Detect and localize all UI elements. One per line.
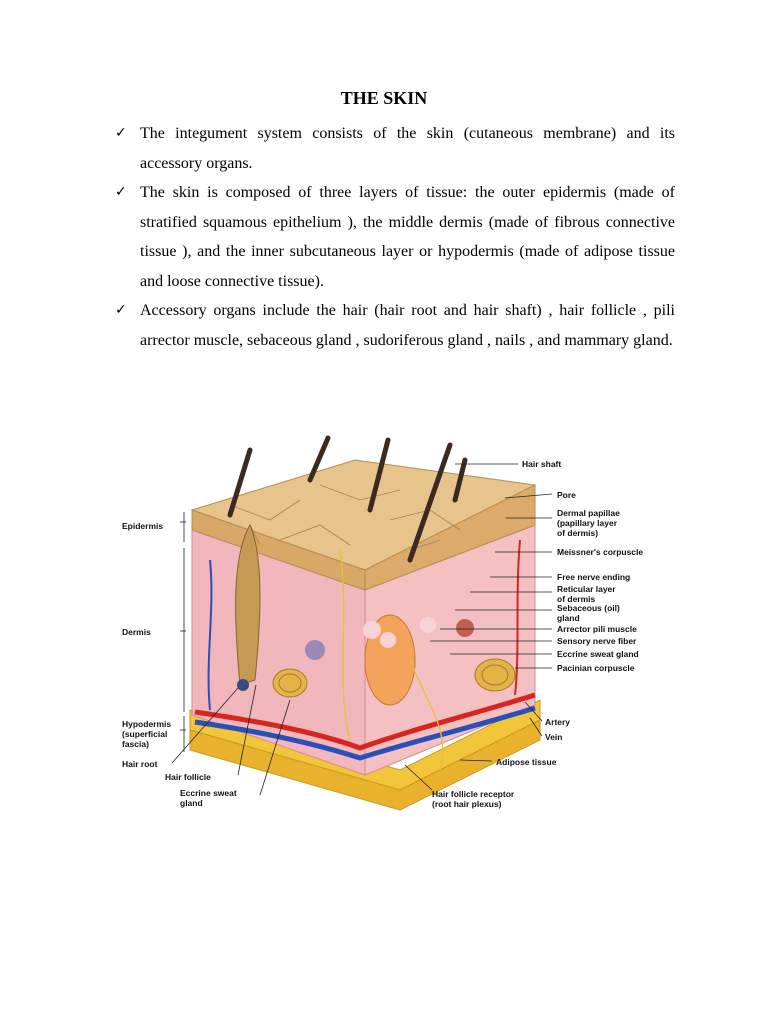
label-reticular-layer: Reticular layer xyxy=(557,584,616,594)
label-dermal-papillae: Dermal papillae xyxy=(557,508,620,518)
bullet-item xyxy=(115,119,675,178)
bullet-item xyxy=(115,296,675,355)
label-meissners-corpuscle: Meissner's corpuscle xyxy=(557,547,644,557)
label-hair-root: Hair root xyxy=(122,759,158,769)
page-title: THE SKIN xyxy=(340,88,428,108)
bullet-text: Accessory organs include the hair (hair root and hair shaft) , hair follicle , pili arrector muscle, sebaceous gland , sudoriferous gland , nails , and mammary gland. xyxy=(140,302,675,349)
label-artery: Artery xyxy=(545,717,571,727)
label-free-nerve-ending: Free nerve ending xyxy=(557,572,631,582)
label-hypodermis-3: fascia) xyxy=(122,739,149,749)
label-sebaceous-gland: Sebaceous (oil) xyxy=(557,603,620,613)
label-epidermis: Epidermis xyxy=(122,521,164,531)
label-eccrine-sweat-gland-left-2: gland xyxy=(180,798,203,808)
skin-diagram-svg xyxy=(110,430,690,820)
label-eccrine-sweat-gland-left: Eccrine sweat xyxy=(180,788,237,798)
label-dermis: Dermis xyxy=(122,627,151,637)
label-arrector-pili-muscle: Arrector pili muscle xyxy=(557,624,637,634)
skin-diagram xyxy=(110,430,690,820)
label-hair-shaft: Hair shaft xyxy=(522,459,562,469)
check-icon: ✓ xyxy=(115,184,127,200)
bullet-text: The skin is composed of three layers of tissue: the outer epidermis (made of stratified squamous epithelium ), the middle dermis (made of fibrous connective tissue ), and the inner subcutaneous layer or hypodermis (made of adipose tissue and loose connective tissue). xyxy=(140,184,675,290)
bullet-text: The integument system consists of the skin (cutaneous membrane) and its accessory organs. xyxy=(140,125,675,172)
label-reticular-layer-2: of dermis xyxy=(557,594,596,604)
label-dermal-papillae-3: of dermis) xyxy=(557,528,599,538)
label-sebaceous-gland-2: gland xyxy=(557,613,580,623)
label-adipose-tissue: Adipose tissue xyxy=(496,757,557,767)
label-hair-follicle: Hair follicle xyxy=(165,772,211,782)
label-pore: Pore xyxy=(557,490,576,500)
label-dermal-papillae-2: (papillary layer xyxy=(557,518,618,528)
label-vein: Vein xyxy=(545,732,563,742)
label-hypodermis-2: (superficial xyxy=(122,729,168,739)
label-pacinian-corpuscle: Pacinian corpuscle xyxy=(557,663,635,673)
label-hypodermis: Hypodermis xyxy=(122,719,172,729)
check-icon: ✓ xyxy=(115,125,127,141)
bullet-item xyxy=(115,178,675,296)
label-sensory-nerve-fiber: Sensory nerve fiber xyxy=(557,636,637,646)
label-hair-follicle-receptor-2: (root hair plexus) xyxy=(432,799,502,809)
label-hair-follicle-receptor: Hair follicle receptor xyxy=(432,789,515,799)
label-eccrine-sweat-gland-right: Eccrine sweat gland xyxy=(557,649,639,659)
bullet-list xyxy=(115,119,675,355)
check-icon: ✓ xyxy=(115,302,127,318)
